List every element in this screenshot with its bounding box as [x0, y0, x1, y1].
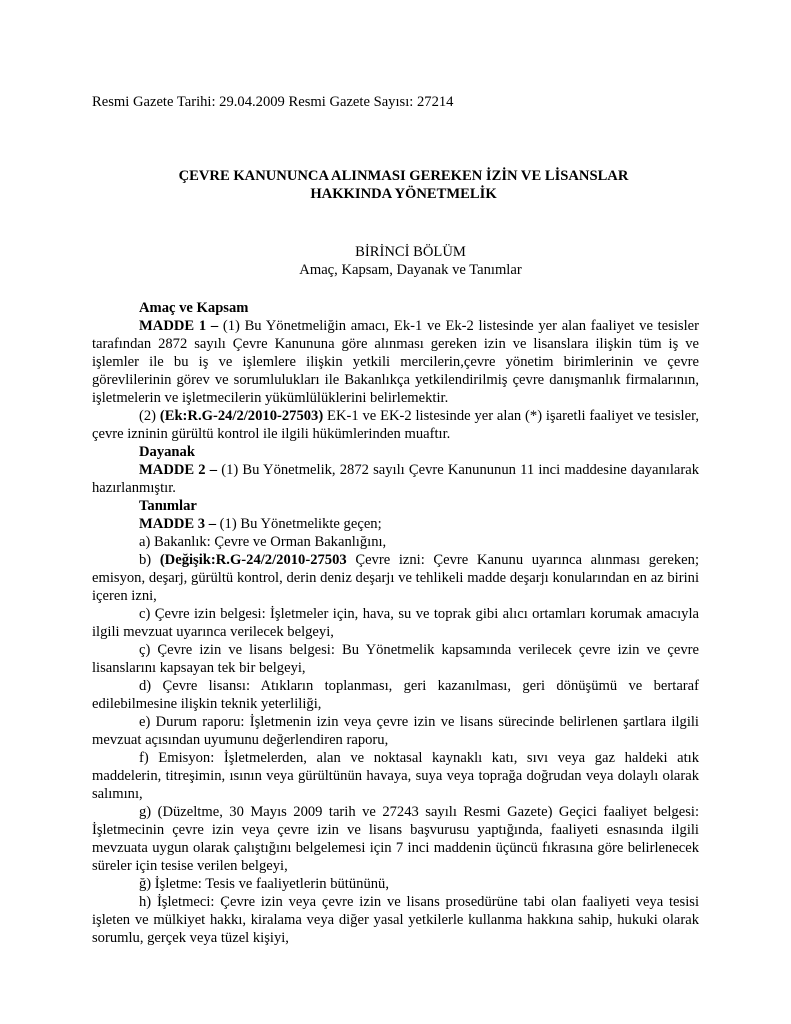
- definition-f: f) Emisyon: İşletmelerden, alan ve noktasal kaynaklı katı, sıvı veya gaz haldeki atık maddelerin, titreşimin, ısının veya gürültünün havaya, suya veya toprağa doğrudan veya dolaylı olarak salımını,: [92, 750, 699, 802]
- heading-tanimlar: Tanımlar: [139, 498, 197, 514]
- section-subtitle: Amaç, Kapsam, Dayanak ve Tanımlar: [299, 262, 522, 278]
- definition-b-prefix: b): [139, 552, 160, 568]
- article-1-paragraph-2: [92, 407, 699, 443]
- article-1-label: MADDE 1 –: [139, 318, 219, 334]
- article-1-2-text: EK-1 ve EK-2 listesinde yer alan (*) işaretli faaliyet ve tesisler, çevre izninin gürültü kontrol ile ilgili hükümlerinden muaftır.: [92, 408, 699, 442]
- amendment-ref-1: (Ek:R.G-24/2/2010-27503): [159, 408, 324, 424]
- article-2-text: (1) Bu Yönetmelik, 2872 sayılı Çevre Kanununun 11 inci maddesine dayanılarak hazırlanmıştır.: [92, 462, 699, 496]
- article-1-2-prefix: (2): [139, 408, 160, 424]
- section-heading: [92, 243, 699, 279]
- definition-c: c) Çevre izin belgesi: İşletmeler için, hava, su ve toprak gibi alıcı ortamları korumak amacıyla ilgili mevzuat uyarınca verilecek belgeyi,: [92, 606, 699, 640]
- heading-dayanak: Dayanak: [139, 444, 195, 460]
- definition-d: d) Çevre lisansı: Atıkların toplanması, geri kazanılması, geri dönüşümü ve bertaraf edilebilmesine ilişkin teknik yeterliliği,: [92, 678, 699, 712]
- heading-amac-kapsam: Amaç ve Kapsam: [139, 300, 249, 316]
- definition-g: g) (Düzeltme, 30 Mayıs 2009 tarih ve 27243 sayılı Resmi Gazete) Geçici faaliyet belgesi: İşletmecinin çevre izin veya çevre izin ve lisans başvurusu yaptığında, faaliyeti esnasında ilgili mevzuata uygun olarak çalıştığını belgelemesi için 7 inci maddenin üçüncü fıkrasına göre belirlenecek süreler için tesise verilen belgeyi,: [92, 804, 699, 874]
- article-1-text: (1) Bu Yönetmeliğin amacı, Ek-1 ve Ek-2 listesinde yer alan faaliyet ve tesisler tarafından 2872 sayılı Çevre Kanununa göre alınması gereken izin ve lisanslara ilişkin tüm iş ve işlemler ile bu iş ve işlemlere ilişkin yetkili mercilerin,çevre yönetim birimlerinin ve çevre görevlilerinin görev ve sorumlulukları ile Bakanlıkça yetkilendirilmiş çevre danışmanlık firmalarının, işletmelerin ve işletmecilerin yükümlülüklerini belirlemektir.: [92, 318, 699, 406]
- document-page: [92, 93, 699, 947]
- document-title: [92, 167, 699, 203]
- definition-b-text: Çevre izni: Çevre Kanunu uyarınca alınması gereken; emisyon, deşarj, gürültü kontrol, derin deniz deşarjı ve tehlikeli madde deşarjı konularından en az birini içeren izni,: [92, 552, 699, 604]
- definition-cc: ç) Çevre izin ve lisans belgesi: Bu Yönetmelik kapsamında verilecek çevre izin ve çevre lisanslarını kapsayan tek bir belgeyi,: [92, 642, 699, 676]
- article-3-label: MADDE 3 –: [139, 516, 217, 532]
- gazette-date-line: Resmi Gazete Tarihi: 29.04.2009 Resmi Gazete Sayısı: 27214: [92, 94, 454, 110]
- definition-h: h) İşletmeci: Çevre izin veya çevre izin ve lisans prosedürüne tabi olan faaliyeti veya tesisi işleten ve mülkiyet hakkı, kiralama veya diğer yasal yetkilerle kullanma hakkına sahip, hukuki olarak sorumlu, gerçek veya tüzel kişiyi,: [92, 894, 699, 946]
- article-2-paragraph: [92, 461, 699, 497]
- article-2-label: MADDE 2 –: [139, 462, 218, 478]
- section-part: BİRİNCİ BÖLÜM: [355, 244, 466, 260]
- definition-e: e) Durum raporu: İşletmenin izin veya çevre izin ve lisans sürecinde belirlenen şartlara ilgili mevzuat açısından uyumunu değerlendiren raporu,: [92, 714, 699, 748]
- title-line-2: HAKKINDA YÖNETMELİK: [310, 186, 497, 202]
- definition-gg: ğ) İşletme: Tesis ve faaliyetlerin bütününü,: [139, 876, 389, 892]
- definition-a: a) Bakanlık: Çevre ve Orman Bakanlığını,: [139, 534, 387, 550]
- title-line-1: ÇEVRE KANUNUNCA ALINMASI GEREKEN İZİN VE LİSANSLAR: [178, 168, 629, 184]
- article-1-paragraph-1: [92, 317, 699, 407]
- amendment-ref-2: (Değişik:R.G-24/2/2010-27503: [159, 552, 347, 568]
- definition-b: [92, 551, 699, 605]
- article-3-paragraph: [92, 515, 699, 533]
- article-3-text: (1) Bu Yönetmelikte geçen;: [216, 516, 382, 532]
